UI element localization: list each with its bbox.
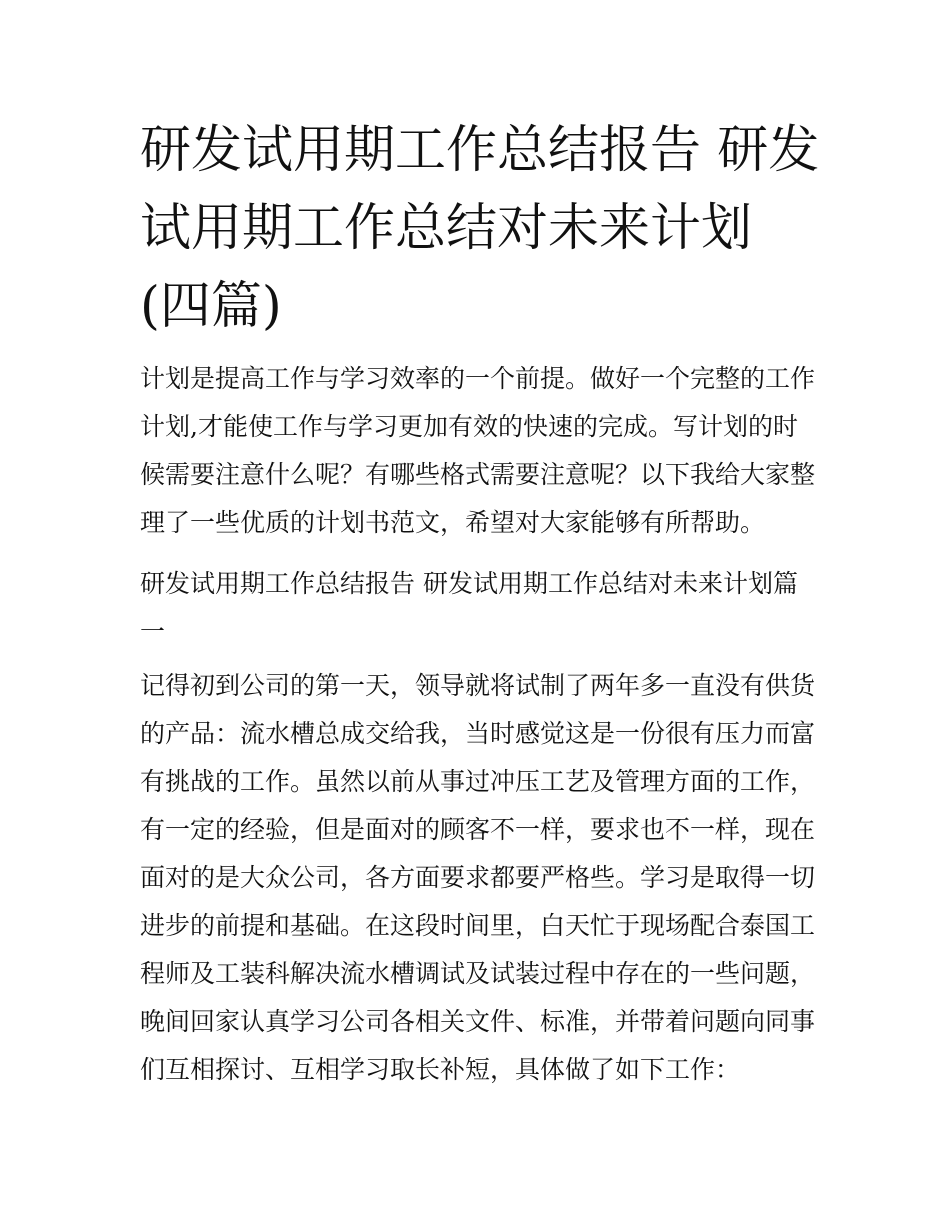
document-title: 研发试用期工作总结报告 研发试用期工作总结对未来计划(四篇) [140, 121, 820, 336]
section-heading: 研发试用期工作总结报告 研发试用期工作总结对未来计划篇一 [140, 569, 798, 646]
intro-paragraph: 计划是提高工作与学习效率的一个前提。做好一个完整的工作计划,才能使工作与学习更加有效的快速的完成。写计划的时候需要注意什么呢？有哪些格式需要注意呢？以下我给大家整理了一些优质的计划书范文，希望对大家能够有所帮助。 [140, 364, 816, 537]
body-paragraph: 记得初到公司的第一天，领导就将试制了两年多一直没有供货的产品：流水槽总成交给我，当时感觉这是一份很有压力而富有挑战的工作。虽然以前从事过冲压工艺及管理方面的工作，有一定的经验，但是面对的顾客不一样，要求也不一样，现在面对的是大众公司，各方面要求都要严格些。学习是取得一切进步的前提和基础。在这段时间里，白天忙于现场配合泰国工程师及工装科解决流水槽调试及试装过程中存在的一些问题，晚间回家认真学习公司各相关文件、标准，并带着问题向同事们互相探讨、互相学习取长补短，具体做了如下工作： [140, 671, 816, 1084]
